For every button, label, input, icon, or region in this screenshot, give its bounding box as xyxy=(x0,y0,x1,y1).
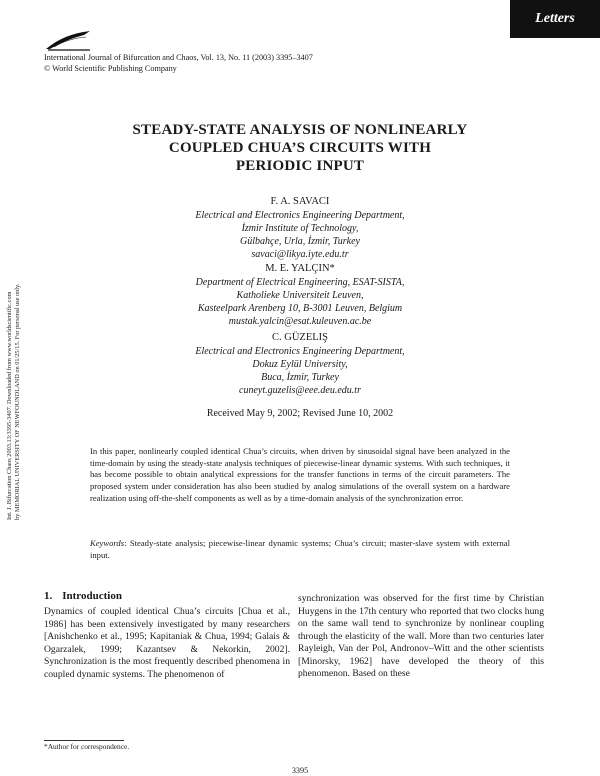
title-line: COUPLED CHUA’S CIRCUITS WITH xyxy=(168,140,432,156)
author-affiliation: Electrical and Electronics Engineering Department, xyxy=(195,210,405,221)
footnote: *Author for correspondence. xyxy=(44,742,130,751)
side-note-line: by MEMORIAL UNIVERSITY OF NEWFOUNDLAND on 01/25/15. For personal use only. xyxy=(14,283,21,520)
side-note-line: Int. J. Bifurcation Chaos 2003.13:3395-3407. Downloaded from www.worldscientific.com xyxy=(6,291,13,520)
author-email[interactable]: savaci@likya.iyte.edu.tr xyxy=(251,249,349,260)
keywords xyxy=(90,538,510,561)
paper-title xyxy=(60,121,540,175)
author-block xyxy=(100,195,500,261)
author-affiliation: Gülbahçe, Urla, İzmir, Turkey xyxy=(240,236,360,247)
author-affiliation: İzmir Institute of Technology, xyxy=(241,223,359,234)
author-affiliation: Buca, İzmir, Turkey xyxy=(261,372,339,383)
author-affiliation: Kasteelpark Arenberg 10, B-3001 Leuven, Belgium xyxy=(197,303,403,314)
author-affiliation: Dokuz Eylül University, xyxy=(252,359,348,370)
author-block xyxy=(100,262,500,328)
body-column-left: Dynamics of coupled identical Chua’s circuits [Chua et al., 1986] has been extensively investigated by many researchers [Anishchenko et al., 1995; Kapitaniak & Chua, 1994; Galais & Ogarzalek, 1999; Kazantsev & Nekorkin, 2002]. Synchronization is the most frequently described phenomena in coupled dynamic systems. The phenomenon of xyxy=(44,606,290,680)
publisher-logo-icon xyxy=(44,29,92,51)
author-name: C. GÜZELIŞ xyxy=(272,332,328,343)
section-number: 1. xyxy=(44,590,53,602)
body-column-right: synchronization was observed for the first time by Christian Huygens in the 17th century who reported that two clocks hung on the same wall tend to synchronize by nonlinear coupling through the elasticity of the wall. More than two centuries later Rayleigh, Van der Pol, Andronov–Witt and the other scientists [Minorsky, 1962] have developed the theory of this phenomenon. Based on these xyxy=(298,593,544,679)
section-heading xyxy=(44,590,132,602)
author-email[interactable]: mustak.yalcin@esat.kuleuven.ac.be xyxy=(228,316,372,327)
received-dates: Received May 9, 2002; Revised June 10, 2002 xyxy=(206,408,394,419)
keywords-text: : Steady-state analysis; piecewise-linear dynamic systems; Chua’s circuit; master-slave system with external input. xyxy=(90,538,510,560)
footnote-rule xyxy=(44,740,124,741)
publisher-line: © World Scientific Publishing Company xyxy=(44,64,177,73)
page-number: 3395 xyxy=(291,766,309,775)
keywords-label: Keywords xyxy=(90,538,125,548)
title-line: STEADY-STATE ANALYSIS OF NONLINEARLY xyxy=(132,122,468,138)
author-name: F. A. SAVACI xyxy=(270,196,330,207)
author-block xyxy=(100,331,500,397)
abstract: In this paper, nonlinearly coupled identical Chua’s circuits, when driven by sinusoidal signal have been analyzed in the time-domain by using the steady-state analysis techniques of piecewise-linear dynamic systems. With such techniques, it has become possible to obtain analytical expressions for the transfer functions in terms of the circuit parameters. The proposed system under consideration has also been studied by analog simulations of the overall system on a hardware realization using off-the-shelf components as well as by a time-domain analysis of the synchronization error. xyxy=(90,446,510,503)
author-email[interactable]: cuneyt.guzelis@eee.deu.edu.tr xyxy=(239,385,361,396)
author-name: M. E. YALÇIN* xyxy=(265,263,335,274)
journal-citation: International Journal of Bifurcation and Chaos, Vol. 13, No. 11 (2003) 3395–3407 xyxy=(44,53,313,62)
author-affiliation: Electrical and Electronics Engineering Department, xyxy=(195,346,405,357)
author-affiliation: Katholieke Universiteit Leuven, xyxy=(236,290,364,301)
title-line: PERIODIC INPUT xyxy=(235,158,365,174)
author-affiliation: Department of Electrical Engineering, ESAT-SISTA, xyxy=(195,277,405,288)
download-side-note xyxy=(6,220,22,520)
section-title: Introduction xyxy=(62,590,122,602)
letters-tab: Letters xyxy=(510,0,600,38)
